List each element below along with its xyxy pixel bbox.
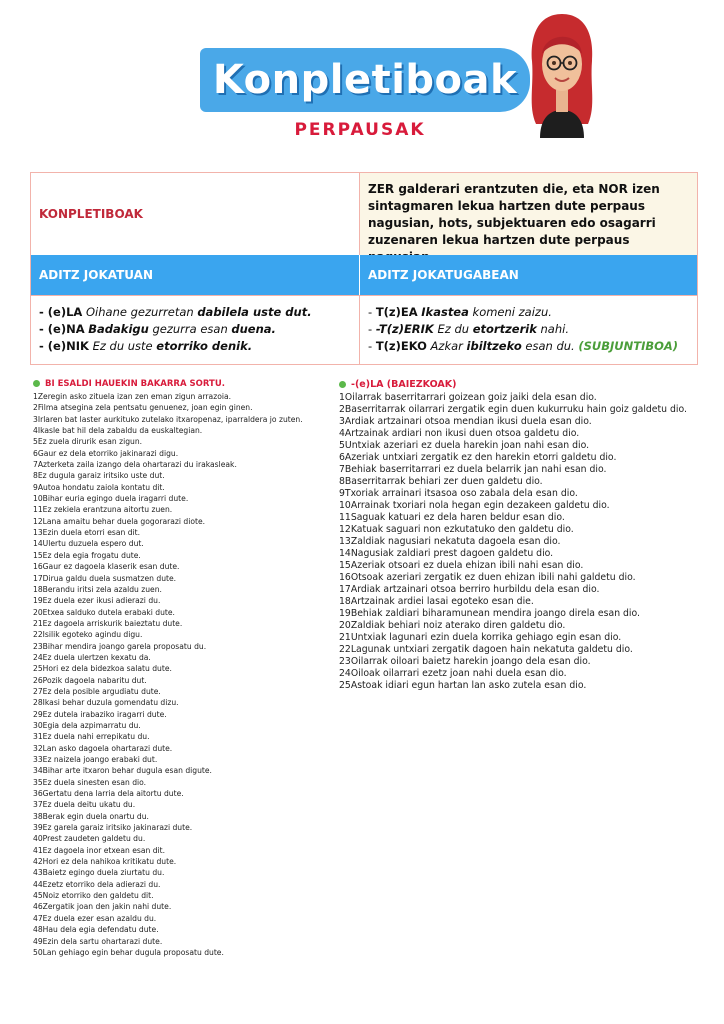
jokatugabean-examples — [360, 295, 697, 364]
list-item: 19Behiak zaldiari biharamunean mendira joango direla esan dio. — [339, 608, 641, 619]
list-item: 14Nagusiak zaldiari prest dagoen galdetu dio. — [339, 548, 554, 559]
list-item: 26Pozik dagoela nabaritu dut. — [33, 675, 147, 685]
list-item: 41Ez dagoela inor etxean esan dit. — [33, 845, 166, 855]
list-item: 35Ez duela sinesten esan dio. — [33, 777, 147, 787]
list-item: 20Zaldiak behiari noiz aterako diren galdetu dio. — [339, 620, 566, 631]
example-tzeko: - T(z)EKO Azkar ibiltzeko esan du. (SUBJUNTIBOA) — [368, 339, 679, 353]
rules-table — [30, 172, 698, 365]
exercise-section-1 — [33, 378, 363, 958]
list-item: 24Ez duela ulertzen kexatu da. — [33, 652, 151, 662]
example-na: - (e)NA Badakigu gezurra esan duena. — [39, 322, 276, 336]
green-dot-icon — [33, 380, 40, 387]
list-item: 19Ez duela ezer ikusi adierazi du. — [33, 596, 161, 606]
list-item: 5Untxiak azeriari ez duela harekin joan nahi esan dio. — [339, 440, 590, 451]
list-item: 23Bihar mendira joango garela proposatu du. — [33, 641, 207, 651]
aditz-jokatugabean-header: ADITZ JOKATUGABEAN — [360, 255, 697, 295]
list-item: 37Ez duela deitu ukatu du. — [33, 800, 136, 810]
teacher-avatar-icon — [522, 6, 602, 146]
list-item: 25Hori ez dela bidezkoa salatu dute. — [33, 664, 172, 674]
example-nik: - (e)NIK Ez du uste etorriko denik. — [39, 339, 253, 353]
list-item: 14Ulertu duzuela espero dut. — [33, 539, 144, 549]
exercise-section-2 — [339, 378, 699, 692]
list-item: 6Azeriak untxiari zergatik ez den harekin etorri galdetu dio. — [339, 452, 617, 463]
list-item: 39Ez garela garaiz iritsiko jakinarazi dute. — [33, 823, 193, 833]
list-item: 31Ez duela nahi errepikatu du. — [33, 732, 150, 742]
page-title: Konpletiboak — [212, 57, 518, 103]
list-item: 44Ezetz etorriko dela adierazi du. — [33, 879, 161, 889]
list-item: 50Lan gehiago egin behar dugula proposatu dute. — [33, 947, 224, 957]
list-item: 30Egia dela azpimarratu du. — [33, 720, 141, 730]
list-item: 13Zaldiak nagusiari nekatuta dagoela esan dio. — [339, 536, 561, 547]
list-item: 13Ezin duela etorri esan dit. — [33, 528, 141, 538]
list-item: 25Astoak idiari egun hartan lan asko zutela esan dio. — [339, 680, 587, 691]
list-item: 29Ez dutela irabaziko iragarri dute. — [33, 709, 167, 719]
list-item: 9Autoa hondatu zaiola kontatu dit. — [33, 482, 165, 492]
list-item: 3Irlaren bat laster aurkituko zutelako itxaropenaz, iparraldera jo zuten. — [33, 414, 303, 424]
list-item: 32Lan asko dagoela ohartarazi dute. — [33, 743, 173, 753]
list-item: 8Baserritarrak behiari zer duen galdetu dio. — [339, 476, 543, 487]
list-item: 21Untxiak lagunari ezin duela korrika gehiago egin esan dio. — [339, 632, 622, 643]
list-item: 15Ez dela egia frogatu dute. — [33, 550, 141, 560]
section-2-heading: -(e)LA (BAIEZKOAK) — [339, 378, 699, 390]
definition-text: ZER galderari erantzuten die, eta NOR izen sintagmaren lekua hartzen dute perpaus nagusian, hots, subjektuaren edo osagarri zuzenaren lekua hartzen dute perpaus — [360, 173, 697, 255]
list-item: 43Baietz egingo duela ziurtatu du. — [33, 868, 165, 878]
aditz-jokatuan-header: ADITZ JOKATUAN — [31, 255, 360, 295]
list-item: 2Baserritarrak oilarrari zergatik egin duen kukurruku hain goiz galdetu dio. — [339, 404, 687, 415]
list-item: 28Ikasi behar duzula gomendatu dizu. — [33, 698, 179, 708]
list-item: 7Behiak baserritarrari ez duela belarrik jan nahi esan dio. — [339, 464, 607, 475]
list-item: 21Ez dagoela arriskurik baieztatu dute. — [33, 618, 183, 628]
example-tzea: - T(z)EA Ikastea komeni zaizu. — [368, 305, 552, 319]
jokatuan-examples — [31, 295, 360, 364]
list-item: 42Hori ez dela nahikoa kritikatu dute. — [33, 857, 177, 867]
list-item: 20Etxea salduko dutela erabaki dute. — [33, 607, 175, 617]
example-la: - (e)LA Oihane gezurretan dabilela uste dut. — [39, 305, 312, 319]
list-item: 4Artzainak ardiari non ikusi duen otsoa galdetu dio. — [339, 428, 580, 439]
list-item: 15Azeriak otsoari ez duela ehizan ibili nahi esan dio. — [339, 560, 584, 571]
list-item: 48Hau dela egia defendatu dute. — [33, 925, 159, 935]
list-item: 7Azterketa zaila izango dela ohartarazi du irakasleak. — [33, 460, 237, 470]
list-item: 18Artzainak ardiei lasai egoteko esan die. — [339, 596, 534, 607]
list-item: 11Ez zekiela erantzuna aitortu zuen. — [33, 505, 173, 515]
list-item: 27Ez dela posible argudiatu dute. — [33, 686, 161, 696]
section-1-heading: BI ESALDI HAUEKIN BAKARRA SORTU. — [33, 378, 363, 389]
list-item: 16Otsoak azeriari zergatik ez duen ehizan ibili nahi galdetu dio. — [339, 572, 636, 583]
page-subtitle: PERPAUSAK — [294, 120, 426, 140]
list-item: 46Zergatik joan den jakin nahi dute. — [33, 902, 172, 912]
list-item: 24Oiloak oilarrari ezetz joan nahi duela esan dio. — [339, 668, 567, 679]
list-item: 33Ez naizela joango erabaki dut. — [33, 755, 158, 764]
list-item: 22Lagunak untxiari zergatik dagoen hain nekatuta galdetu dio. — [339, 644, 633, 655]
example-tzerik: - -T(z)ERIK Ez du etortzerik nahi. — [368, 322, 569, 336]
list-item: 8Ez dugula garaiz iritsiko uste dut. — [33, 471, 165, 481]
list-item: 38Berak egin duela onartu du. — [33, 811, 149, 821]
list-item: 2Filma atsegina zela pentsatu genuenez, joan egin ginen. — [33, 403, 253, 413]
list-item: 17Dirua galdu duela susmatzen dute. — [33, 573, 177, 583]
list-item: 16Gaur ez dagoela klaserik esan dute. — [33, 562, 180, 572]
list-item: 1Zeregin asko zituela izan zen eman zigun arrazoia. — [33, 392, 232, 401]
list-item: 36Gertatu dena larria dela aitortu dute. — [33, 789, 184, 799]
list-item: 9Txoriak arrainari itsasoa oso zabala dela esan dio. — [339, 488, 578, 499]
list-item: 3Ardiak artzainari otsoa mendian ikusi duela esan dio. — [339, 416, 592, 427]
konpletiboak-label: KONPLETIBOAK — [31, 173, 360, 255]
list-item: 1Oilarrak baserritarrari goizean goiz jaiki dela esan dio. — [339, 392, 597, 403]
list-item: 6Gaur ez dela etorriko jakinarazi digu. — [33, 448, 179, 458]
section-2-list — [339, 392, 699, 692]
list-item: 17Ardiak artzainari otsoa berriro hurbildu dela esan dio. — [339, 584, 600, 595]
list-item: 34Bihar arte itxaron behar dugula esan digute. — [33, 766, 212, 776]
list-item: 22Isilik egoteko agindu digu. — [33, 630, 143, 640]
list-item: 5Ez zuela dirurik esan zigun. — [33, 437, 143, 447]
subjuntiboa-note: (SUBJUNTIBOA) — [578, 339, 679, 353]
list-item: 10Arrainak txoriari nola hegan egin dezakeen galdetu dio. — [339, 500, 610, 511]
list-item: 11Saguak katuari ez dela haren beldur esan dio. — [339, 512, 565, 523]
list-item: 40Prest zaudeten galdetu du. — [33, 834, 146, 844]
list-item: 12Katuak saguari non ezkutatuko den galdetu dio. — [339, 524, 574, 535]
green-dot-icon — [339, 381, 346, 388]
list-item: 47Ez duela ezer esan azaldu du. — [33, 913, 157, 923]
list-item: 18Berandu iritsi zela azaldu zuen. — [33, 584, 162, 594]
list-item: 45Noiz etorriko den galdetu dit. — [33, 891, 154, 901]
list-item: 12Lana amaitu behar duela gogorarazi diote. — [33, 516, 206, 526]
list-item: 4Ikasle bat hil dela zabaldu da euskaltegian. — [33, 426, 203, 436]
list-item: 23Oilarrak oiloari baietz harekin joango dela esan dio. — [339, 656, 591, 667]
section-1-list — [33, 391, 363, 958]
list-item: 10Bihar euria egingo duela iragarri dute. — [33, 494, 189, 504]
list-item: 49Ezin dela sartu ohartarazi dute. — [33, 936, 163, 946]
